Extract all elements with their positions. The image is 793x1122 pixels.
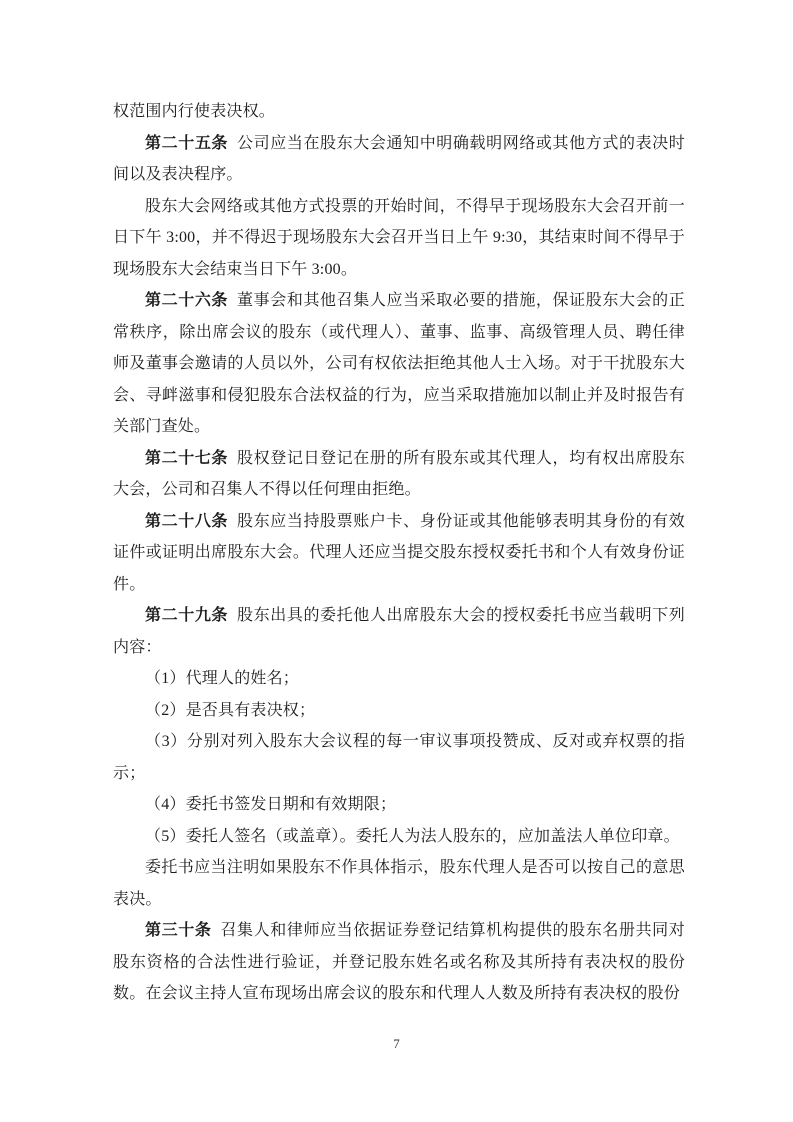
article-number: 第二十七条	[145, 449, 229, 467]
list-item: （4）委托书签发日期和有效期限；	[145, 796, 397, 813]
article-paragraph: 第二十九条 股东出具的委托他人出席股东大会的授权委托书应当载明下列内容：	[113, 607, 685, 656]
page-footer	[0, 1035, 793, 1053]
list-item: （1）代理人的姓名；	[145, 670, 300, 687]
article-paragraph: 第三十条 召集人和律师应当依据证券登记结算机构提供的股东名册共同对股东资格的合法性进行验证，并登记股东姓名或名称及其所持有表决权的股份数。在会议主持人宣布现场出席会议的股东和代理人人数及所持有表决权的股份	[113, 922, 685, 1002]
article-paragraph: 第二十五条 公司应当在股东大会通知中明确载明网络或其他方式的表决时间以及表决程序。	[113, 134, 685, 183]
document-body	[113, 96, 685, 1010]
article-number: 第二十九条	[145, 607, 229, 624]
article-number: 第二十五条	[145, 134, 229, 152]
article-number: 第二十八条	[145, 512, 229, 530]
article-number: 第三十条	[145, 922, 212, 939]
article-paragraph: 第二十六条 董事会和其他召集人应当采取必要的措施，保证股东大会的正常秩序，除出席会议的股东（或代理人）、董事、监事、高级管理人员、聘任律师及董事会邀请的人员以外，公司有权依法拒绝其他人士入场。对于干扰股东大会、寻衅滋事和侵犯股东合法权益的行为，应当采取措施加以制止并及时报告有关部门查处。	[113, 292, 685, 435]
article-paragraph: 第二十七条 股权登记日登记在册的所有股东或其代理人，均有权出席股东大会，公司和召集人不得以任何理由拒绝。	[113, 449, 685, 498]
page-number: 7	[393, 1036, 400, 1051]
article-paragraph: 第二十八条 股东应当持股票账户卡、身份证或其他能够表明其身份的有效证件或证明出席股东大会。代理人还应当提交股东授权委托书和个人有效身份证件。	[113, 512, 685, 593]
paragraph: 委托书应当注明如果股东不作具体指示，股东代理人是否可以按自己的意思表决。	[113, 859, 685, 908]
paragraph: 股东大会网络或其他方式投票的开始时间，不得早于现场股东大会召开前一日下午 3:00，并不得迟于现场股东大会召开当日上午 9:30，其结束时间不得早于现场股东大会结束当日下午 3:00。	[113, 197, 685, 278]
list-item: （2）是否具有表决权；	[145, 701, 316, 719]
list-item: （3）分别对列入股东大会议程的每一审议事项投赞成、反对或弃权票的指示；	[113, 733, 685, 782]
list-item: （5）委托人签名（或盖章）。委托人为法人股东的，应加盖法人单位印章。	[145, 827, 680, 845]
paragraph: 权范围内行使表决权。	[113, 103, 276, 120]
article-number: 第二十六条	[145, 292, 229, 309]
